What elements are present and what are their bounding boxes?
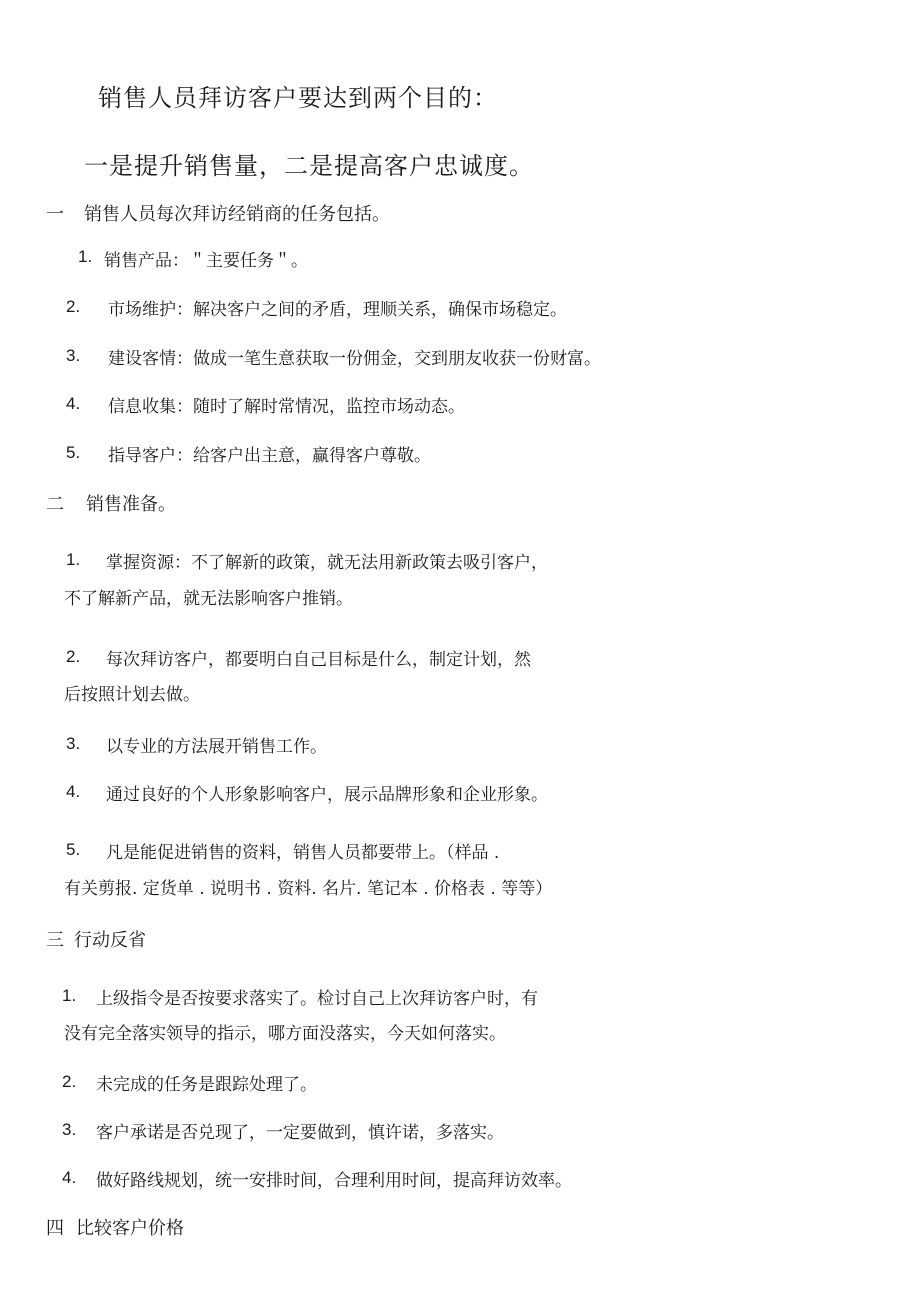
s2-item-3-text: 以专业的方法展开销售工作。 [106, 737, 327, 757]
s2-item-5-cont: 有关剪报. 定货单 . 说明书 . 资料. 名片. 笔记本 . 价格表 . 等等） [64, 879, 553, 899]
section-2-heading: 销售准备。 [86, 494, 176, 515]
s3-item-1-num: 1. [62, 986, 77, 1005]
s1-item-5-num: 5. [66, 443, 81, 462]
s1-item-3-num: 3. [66, 346, 81, 365]
s3-item-4-num: 4. [62, 1168, 77, 1187]
s2-item-1-num: 1. [66, 550, 81, 569]
section-3-heading: 行动反省 [74, 930, 146, 951]
s2-item-1-cont: 不了解新产品，就无法影响客户推销。 [64, 589, 353, 609]
section-1-marker: 一 [46, 204, 64, 225]
s1-item-2-num: 2. [66, 297, 81, 316]
s3-item-1-text: 上级指令是否按要求落实了。检讨自己上次拜访客户时，有 [96, 989, 538, 1009]
s3-item-3-text: 客户承诺是否兑现了，一定要做到，慎许诺，多落实。 [96, 1123, 504, 1143]
section-2-marker: 二 [46, 494, 64, 515]
s2-item-2-num: 2. [66, 647, 81, 666]
s3-item-1-cont: 没有完全落实领导的指示，哪方面没落实，今天如何落实。 [64, 1024, 506, 1044]
section-4-marker: 四 [46, 1218, 64, 1239]
section-1-heading: 销售人员每次拜访经销商的任务包括。 [84, 204, 390, 225]
doc-subtitle: 一是提升销售量，二是提高客户忠诚度。 [84, 152, 534, 180]
s3-item-3-num: 3. [62, 1120, 77, 1139]
s2-item-2-text: 每次拜访客户，都要明白自己目标是什么，制定计划，然 [106, 650, 531, 670]
section-4-heading: 比较客户价格 [76, 1218, 184, 1239]
s3-item-2-num: 2. [62, 1072, 77, 1091]
s2-item-4-text: 通过良好的个人形象影响客户，展示品牌形象和企业形象。 [106, 785, 548, 805]
section-3-marker: 三 [46, 930, 64, 951]
doc-title: 销售人员拜访客户要达到两个目的： [98, 84, 498, 112]
s1-item-4-num: 4. [66, 394, 81, 413]
s1-item-1-text: 销售产品：＂主要任务＂。 [104, 251, 308, 271]
s2-item-5-text: 凡是能促进销售的资料，销售人员都要带上。（样品 . [106, 843, 500, 863]
s2-item-5-num: 5. [66, 840, 81, 859]
s1-item-1-num: 1. [78, 247, 93, 266]
s1-item-4-text: 信息收集：随时了解时常情况，监控市场动态。 [108, 397, 465, 417]
s1-item-5-text: 指导客户：给客户出主意，赢得客户尊敬。 [108, 446, 431, 466]
s1-item-3-text: 建设客情：做成一笔生意获取一份佣金，交到朋友收获一份财富。 [108, 349, 601, 369]
s2-item-4-num: 4. [66, 782, 81, 801]
s2-item-3-num: 3. [66, 734, 81, 753]
s3-item-2-text: 未完成的任务是跟踪处理了。 [96, 1075, 317, 1095]
s2-item-2-cont: 后按照计划去做。 [64, 685, 200, 705]
s3-item-4-text: 做好路线规划，统一安排时间，合理利用时间，提高拜访效率。 [96, 1171, 572, 1191]
s1-item-2-text: 市场维护：解决客户之间的矛盾，理顺关系，确保市场稳定。 [108, 300, 567, 320]
s2-item-1-text: 掌握资源：不了解新的政策，就无法用新政策去吸引客户， [106, 553, 548, 573]
